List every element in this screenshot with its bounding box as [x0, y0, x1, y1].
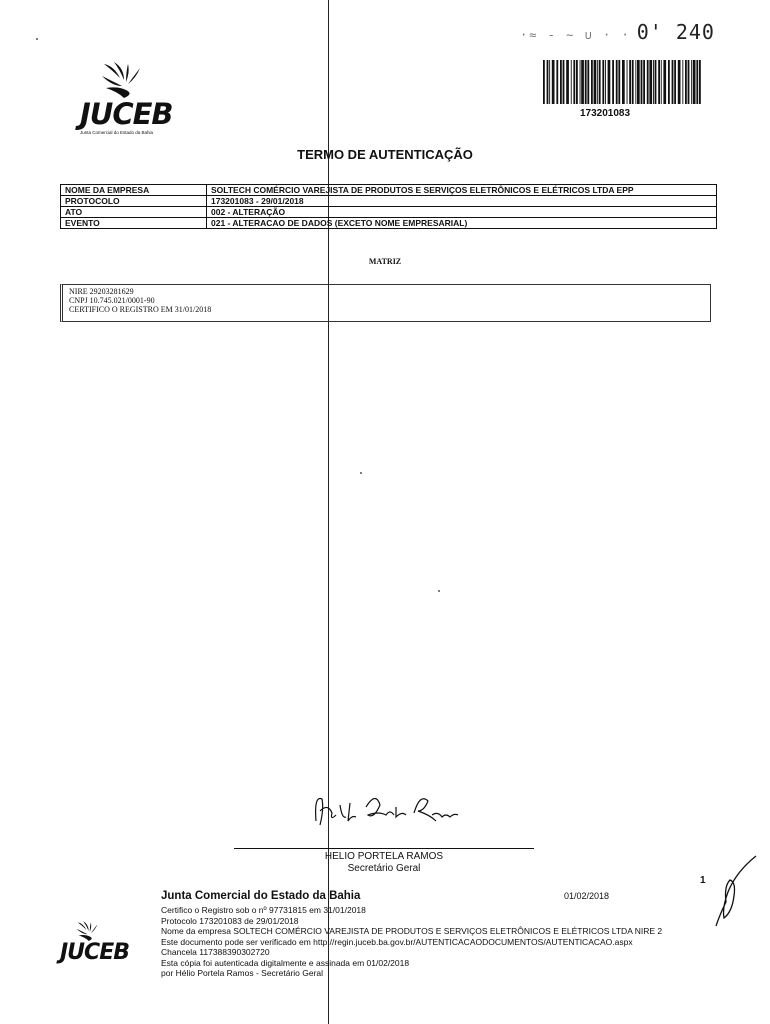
row-value: SOLTECH COMÉRCIO VAREJISTA DE PRODUTOS E SERVIÇOS ELETRÔNICOS E ELÉTRICOS LTDA EPP	[207, 185, 717, 196]
scan-speck	[36, 38, 38, 40]
juceb-emblem-icon	[72, 920, 102, 942]
nire-text: NIRE 29203281629	[69, 287, 134, 296]
row-value: 002 - ALTERAÇÃO	[207, 207, 717, 218]
barcode	[543, 60, 701, 104]
footer-juceb-logo	[60, 920, 140, 964]
table-row	[61, 218, 717, 229]
handwritten-signature	[310, 785, 470, 833]
signatory-role: Secretário Geral	[347, 863, 421, 874]
cnpj-text: CNPJ 10.745.021/0001-90	[69, 296, 155, 305]
row-value: 173201083 - 29/01/2018	[207, 196, 717, 207]
footer-logo-text: JUCEB	[60, 940, 129, 965]
footer-line: por Hélio Portela Ramos - Secretário Geral	[161, 968, 324, 978]
juceb-emblem-icon	[94, 60, 148, 100]
scan-speck	[438, 590, 440, 592]
signature-line	[234, 848, 534, 849]
company-info-table	[60, 184, 717, 229]
footer-line: Certifico o Registro sob o nº 97731815 em 31/01/2018	[161, 905, 366, 915]
row-label: ATO	[61, 207, 207, 218]
row-label: EVENTO	[61, 218, 207, 229]
juceb-logo-text: JUCEB	[80, 97, 173, 131]
juceb-logo-subtitle: Junta Comercial do Estado da Bahia	[80, 130, 154, 135]
table-row	[61, 196, 717, 207]
footer-line: Nome da empresa SOLTECH COMÉRCIO VAREJISTA DE PRODUTOS E SERVIÇOS ELETRÔNICOS E ELÉTRICOS LTDA NIRE 2	[161, 926, 663, 936]
barcode-number: 173201083	[580, 108, 631, 119]
footer-line: Esta cópia foi autenticada digitalmente e assinada em 01/02/2018	[161, 957, 410, 968]
footer-date: 01/02/2018	[564, 891, 610, 901]
row-label: PROTOCOLO	[61, 196, 207, 207]
row-label: NOME DA EMPRESA	[61, 185, 207, 196]
juceb-logo	[80, 60, 180, 135]
footer-heading: Junta Comercial do Estado da Bahia	[161, 890, 361, 902]
table-row	[61, 185, 717, 196]
footer-line: Protocolo 173201083 de 29/01/2018	[161, 915, 299, 926]
registration-box	[60, 284, 711, 322]
stamp-number: ·≈ - ∼ ∪ · · 0' 240	[520, 20, 715, 44]
page-number: 1	[700, 875, 706, 886]
page-title: TERMO DE AUTENTICAÇÃO	[297, 147, 473, 162]
certifico-text: CERTIFICO O REGISTRO EM 31/01/2018	[69, 305, 212, 314]
footer-line: Este documento pode ser verificado em http://regin.juceb.ba.gov.br/AUTENTICACAODOCUMENTOS/AUTENTICACAO.aspx	[161, 936, 633, 947]
signatory-name: HELIO PORTELA RAMOS	[324, 851, 444, 862]
certification-footer	[161, 889, 761, 979]
footer-line: Chancela 117388390302720	[161, 947, 270, 957]
row-value: 021 - ALTERACAO DE DADOS (EXCETO NOME EMPRESARIAL)	[207, 218, 717, 229]
matriz-label: MATRIZ	[368, 257, 402, 266]
table-row	[61, 207, 717, 218]
signatory-block	[234, 851, 534, 875]
scan-speck	[360, 472, 362, 474]
